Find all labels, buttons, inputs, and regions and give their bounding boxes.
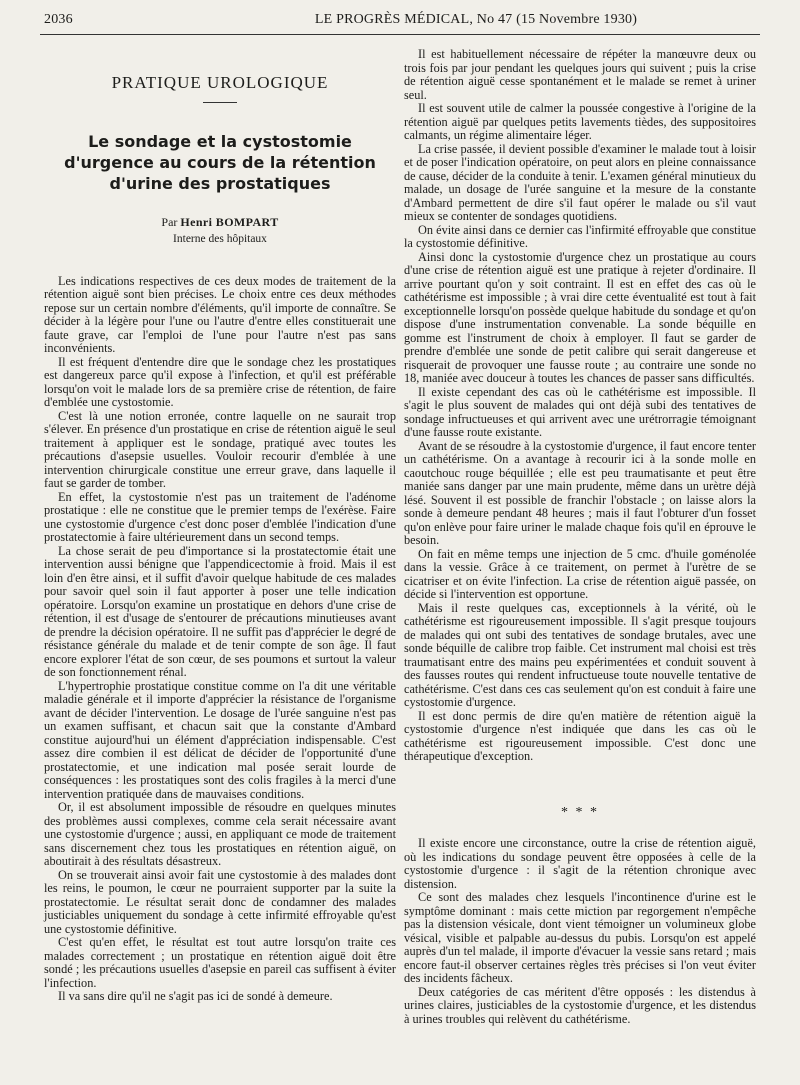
paragraph: Il est souvent utile de calmer la poussée congestive à l'origine de la rétention aiguë par quelques petits lavements tièdes, des suppositoires calmants, un régime alimentaire léger. bbox=[404, 101, 756, 142]
paragraph: Ce sont des malades chez lesquels l'incontinence d'urine est le symptôme dominant : mais cette miction par regorgement n'empêche pas la distension vésicale, dont vient témoigner un volumineux globe vésical, visible et palpable au-dessus du pubis. Lorsqu'on est appelé auprès d'un tel malade, il importe d'évacuer la vessie sans retard ; mais encore faut-il observer certaines règles très précises si l'on veut éviter des incidents fâcheux. bbox=[404, 890, 756, 985]
author-name: Henri BOMPART bbox=[180, 214, 279, 229]
paragraph: Il est fréquent d'entendre dire que le sondage chez les prostatiques est dangereux parce qu'il expose à l'infection, et qu'il est préférable lorsqu'on voit le malade lors de sa première crise de rétention, de faire d'emblée une cystostomie. bbox=[44, 354, 396, 409]
paragraph: Deux catégories de cas méritent d'être opposés : les distendus à urines claires, justiciables de la cystostomie d'urgence, et les distendus à urines troubles qui relèvent du cathétérisme. bbox=[404, 984, 756, 1026]
paragraph: En effet, la cystostomie n'est pas un traitement de l'adénome prostatique : elle ne constitue que le premier temps de l'exérèse. Faire une cystostomie d'urgence c'est donc poser d'emblée l'indication d'une prostatectomie à faire ultérieurement dans un second temps. bbox=[44, 489, 396, 544]
paragraph: Il existe encore une circonstance, outre la crise de rétention aiguë, où les indications du sondage peuvent être opposées à celle de la cystostomie d'urgence : il s'agit de la rétention chronique avec distension. bbox=[404, 836, 756, 891]
left-column bbox=[44, 64, 396, 1004]
article-title: Le sondage et la cystostomie d'urgence au cours de la rétention d'urine des prostatiques bbox=[64, 131, 376, 193]
author-affiliation: Interne des hôpitaux bbox=[173, 233, 267, 245]
right-body-text-continued bbox=[404, 837, 756, 1026]
paragraph: Il est habituellement nécessaire de répéter la manœuvre deux ou trois fois par jour pendant les quelques jours qui suivent ; puis la crise de rétention aiguë cesse spontanément et le malade se remet à uriner seul. bbox=[404, 47, 756, 102]
author-line bbox=[44, 216, 396, 230]
rubric-rule bbox=[203, 102, 237, 103]
paragraph: Il est donc permis de dire qu'en matière de rétention aiguë la cystostomie d'urgence n'est indiquée que dans les cas où le cathétérisme est rigoureusement impossible. C'est donc une thérapeutique d'exception. bbox=[404, 708, 756, 763]
paragraph: On fait en même temps une injection de 5 cmc. d'huile goménolée dans la vessie. Grâce à ce traitement, on permet à l'urètre de se cicatriser et on évite l'infection. La crise de rétention aiguë passée, on décide si l'intervention est opportune. bbox=[404, 546, 756, 601]
paragraph: L'hypertrophie prostatique constitue comme on l'a dit une véritable maladie générale et il importe d'apprécier la résistance de l'organisme avant de décider l'intervention. Le dosage de l'urée sanguine n'est pas un examen suffisant, et chacun sait que la constante d'Ambard constitue aujourd'hui un élément d'appréciation indispensable. C'est assez dire combien il est délicat de décider de l'opportunité d'une prostatectomie, et une indication mal posée serait lourde de conséquences : les prostatiques sont des colis fragiles à la merci d'une intervention pratiquée dans de mauvaises conditions. bbox=[44, 678, 396, 801]
paragraph: Il existe cependant des cas où le cathétérisme est impossible. Il s'agit le plus souvent de malades qui ont déjà subi des tentatives de sondage infructueuses et qui arrivent avec une urétrorragie témoignant d'une fausse route existante. bbox=[404, 384, 756, 439]
paragraph: Ainsi donc la cystostomie d'urgence chez un prostatique au cours d'une crise de rétention aiguë est une pratique à rejeter d'ordinaire. Il arrive pourtant qu'on y soit contraint. Il est en effet des cas où le cathétérisme est impossible ; à vrai dire cette éventualité est tout à fait exceptionnelle lorsqu'on possède quelque habitude du sondage et qu'on dispose d'une instrumentation convenable. La sonde béquille en gomme est l'instrument de choix à employer. Il faut se garder de prendre d'emblée une sonde de petit calibre qui serait dangereuse et risquerait de provoquer une fausse route ; au contraire une sonde no 18, maniée avec douceur à toutes les chances de passer sans difficultés. bbox=[404, 249, 756, 385]
section-break: * * * bbox=[561, 804, 599, 820]
page-number: 2036 bbox=[44, 12, 73, 27]
paragraph: Avant de se résoudre à la cystostomie d'urgence, il faut encore tenter un cathétérisme. On a avantage à recourir ici à la sonde molle en caoutchouc rouge béquillée ; elle est peu traumatisante et peut être maniée sans danger par une main prudente, même dans un urètre déjà lésé. Souvent il est possible de franchir l'obstacle ; on laisse alors la sonde à demeure pendant 48 heures ; mais il faut l'obturer d'un fosset qu'on enlève pour faire uriner le malade chaque fois qu'il en éprouve le besoin. bbox=[404, 438, 756, 547]
running-head bbox=[44, 10, 758, 34]
journal-title: LE PROGRÈS MÉDICAL, No 47 (15 Novembre 1930) bbox=[314, 12, 638, 27]
paragraph: La crise passée, il devient possible d'examiner le malade tout à loisir et de poser l'indication opératoire, on peut alors en pleine connaissance de cause, décider de la conduite à tenir. L'examen général minutieux du malade, un dosage de l'urée sanguine et la mesure de la constante d'Ambard permettent de dire s'il faut opérer le malade ou s'il vaut mieux se contenter de sondages quotidiens. bbox=[404, 141, 756, 223]
paragraph: On se trouverait ainsi avoir fait une cystostomie à des malades dont les reins, le poumon, le cœur ne pourraient supporter par la suite la prostatectomie. Le résultat serait donc de condamner des malades justiciables uniquement du sondage à cette infirmité effroyable qu'est une cystostomie définitive. bbox=[44, 867, 396, 936]
paragraph: La chose serait de peu d'importance si la prostatectomie était une intervention aussi bénigne que l'appendicectomie à froid. Mais il est loin d'en être ainsi, et il suffit d'avoir quelque habitude de ces malades pour savoir quel soin il faut apporter à poser une telle indication opératoire. Lorsqu'on examine un prostatique en dehors d'une crise de rétention, il est d'usage de s'entourer de précautions minutieuses avant de prendre la décision opératoire. Il ne suffit pas d'apprécier le degré de résistance générale du malade et de tenir compte de son âge. Il faut encore explorer l'état de son cœur, de ses poumons et surtout la valeur de son fonctionnement rénal. bbox=[44, 543, 396, 679]
section-rubric: PRATIQUE UROLOGIQUE bbox=[111, 73, 329, 92]
paragraph: C'est qu'en effet, le résultat est tout autre lorsqu'on traite ces malades correctement ; un prostatique en rétention aiguë doit être sondé ; les précautions usuelles d'asepsie en pareil cas suffisent à éviter l'infection. bbox=[44, 935, 396, 990]
author-prefix: Par bbox=[161, 214, 178, 229]
left-body-text bbox=[44, 275, 396, 1004]
right-body-text bbox=[404, 48, 756, 764]
paragraph: Les indications respectives de ces deux modes de traitement de la rétention aiguë sont bien précises. Le choix entre ces deux méthodes repose sur un certain nombre d'éléments, qu'il importe de connaître. Se décider à la légère pour l'une ou l'autre d'entre elles constituerait une faute grave, car l'emploi de l'une pour l'autre n'est pas sans inconvénients. bbox=[44, 273, 396, 355]
paragraph: Mais il reste quelques cas, exceptionnels à la vérité, où le cathétérisme est rigoureusement impossible. Il s'agit presque toujours de malades qui ont subi des tentatives de sondage brutales, avec une sonde béquille de calibre trop faible. Cet instrument mal choisi est très traumatisant entre des mains peu expérimentées et conduit souvent à des fausses routes qui rendent infructueuse toute nouvelle tentative de cathétérisme. C'est dans ces cas seulement qu'on est conduit à faire une cystostomie d'urgence. bbox=[404, 600, 756, 709]
paragraph: C'est là une notion erronée, contre laquelle on ne saurait trop s'élever. En présence d'un prostatique en crise de rétention aiguë le seul traitement à appliquer est le sondage, pratiqué avec toutes les précautions d'asepsie usuelles. Vouloir recourir d'emblée à une intervention chirurgicale constitue une erreur grave, dans laquelle il faut se garder de tomber. bbox=[44, 408, 396, 490]
paragraph: Or, il est absolument impossible de résoudre en quelques minutes des problèmes aussi complexes, comme cela serait nécessaire avant une cystostomie d'urgence ; aussi, en appliquant ce mode de traitement sans discernement chez tous les prostatiques en rétention aiguë, on aboutirait à des résultats désastreux. bbox=[44, 800, 396, 868]
paragraph: On évite ainsi dans ce dernier cas l'infirmité effroyable que constitue la cystostomie définitive. bbox=[404, 222, 756, 250]
paragraph: Il va sans dire qu'il ne s'agit pas ici de sondé à demeure. bbox=[58, 989, 333, 1003]
header-rule bbox=[40, 34, 760, 35]
right-column bbox=[404, 48, 756, 1026]
